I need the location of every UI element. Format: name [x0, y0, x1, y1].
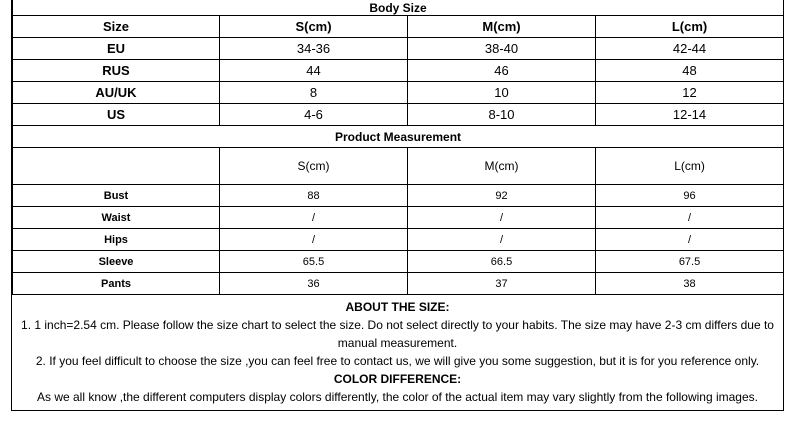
product-measurement-title: Product Measurement	[13, 126, 784, 148]
about-size-heading: ABOUT THE SIZE:	[345, 300, 450, 314]
header-cell: Size	[13, 16, 220, 38]
product-measurement-header-row	[13, 148, 784, 185]
table-cell: /	[596, 207, 784, 229]
row-label: US	[13, 104, 220, 126]
header-cell: L(cm)	[596, 16, 784, 38]
table-cell: 92	[408, 185, 596, 207]
table-cell: /	[596, 229, 784, 251]
table-cell: 38	[596, 273, 784, 295]
table-cell: 46	[408, 60, 596, 82]
table-row	[13, 82, 784, 104]
body-size-title: Body Size	[13, 0, 784, 16]
table-cell: /	[408, 229, 596, 251]
table-cell: 67.5	[596, 251, 784, 273]
row-label: EU	[13, 38, 220, 60]
about-size-note-2: 2. If you feel difficult to choose the size ,you can feel free to contact us, we will give you some suggestion, but it is for you reference only.	[35, 354, 760, 368]
table-cell: 10	[408, 82, 596, 104]
table-cell: 42-44	[596, 38, 784, 60]
table-cell: /	[220, 229, 408, 251]
row-label: Hips	[13, 229, 220, 251]
table-cell: 38-40	[408, 38, 596, 60]
table-row	[13, 229, 784, 251]
table-cell: 66.5	[408, 251, 596, 273]
header-cell: L(cm)	[596, 148, 784, 185]
header-cell: S(cm)	[220, 148, 408, 185]
row-label: AU/UK	[13, 82, 220, 104]
table-cell: 48	[596, 60, 784, 82]
body-size-header-row	[13, 16, 784, 38]
table-row	[13, 185, 784, 207]
size-notes	[12, 295, 783, 406]
table-row	[13, 60, 784, 82]
table-cell: 12-14	[596, 104, 784, 126]
table-cell: 96	[596, 185, 784, 207]
row-label: Bust	[13, 185, 220, 207]
table-row	[13, 273, 784, 295]
body-size-title-row	[13, 0, 784, 16]
table-row	[13, 104, 784, 126]
row-label: Waist	[13, 207, 220, 229]
table-cell: 4-6	[220, 104, 408, 126]
table-cell: 37	[408, 273, 596, 295]
table-cell: 88	[220, 185, 408, 207]
table-row	[13, 38, 784, 60]
row-label: Pants	[13, 273, 220, 295]
table-cell: 36	[220, 273, 408, 295]
table-row	[13, 207, 784, 229]
table-row	[13, 251, 784, 273]
body-size-table	[12, 0, 784, 295]
color-difference-heading: COLOR DIFFERENCE:	[333, 372, 462, 386]
about-size-note-1: 1. 1 inch=2.54 cm. Please follow the size chart to select the size. Do not select directly to your habits. The size may have 2-3 cm differs due to manual measurement.	[21, 318, 774, 350]
table-cell: 65.5	[220, 251, 408, 273]
table-cell: 8-10	[408, 104, 596, 126]
header-cell: M(cm)	[408, 148, 596, 185]
size-chart	[11, 0, 784, 411]
table-cell: /	[220, 207, 408, 229]
color-difference-note: As we all know ,the different computers display colors differently, the color of the actual item may vary slightly from the following images.	[37, 390, 758, 404]
row-label: Sleeve	[13, 251, 220, 273]
header-cell: S(cm)	[220, 16, 408, 38]
table-cell: 34-36	[220, 38, 408, 60]
table-cell: /	[408, 207, 596, 229]
table-cell: 8	[220, 82, 408, 104]
header-cell	[13, 148, 220, 185]
product-measurement-title-row	[13, 126, 784, 148]
row-label: RUS	[13, 60, 220, 82]
table-cell: 12	[596, 82, 784, 104]
header-cell: M(cm)	[408, 16, 596, 38]
table-cell: 44	[220, 60, 408, 82]
